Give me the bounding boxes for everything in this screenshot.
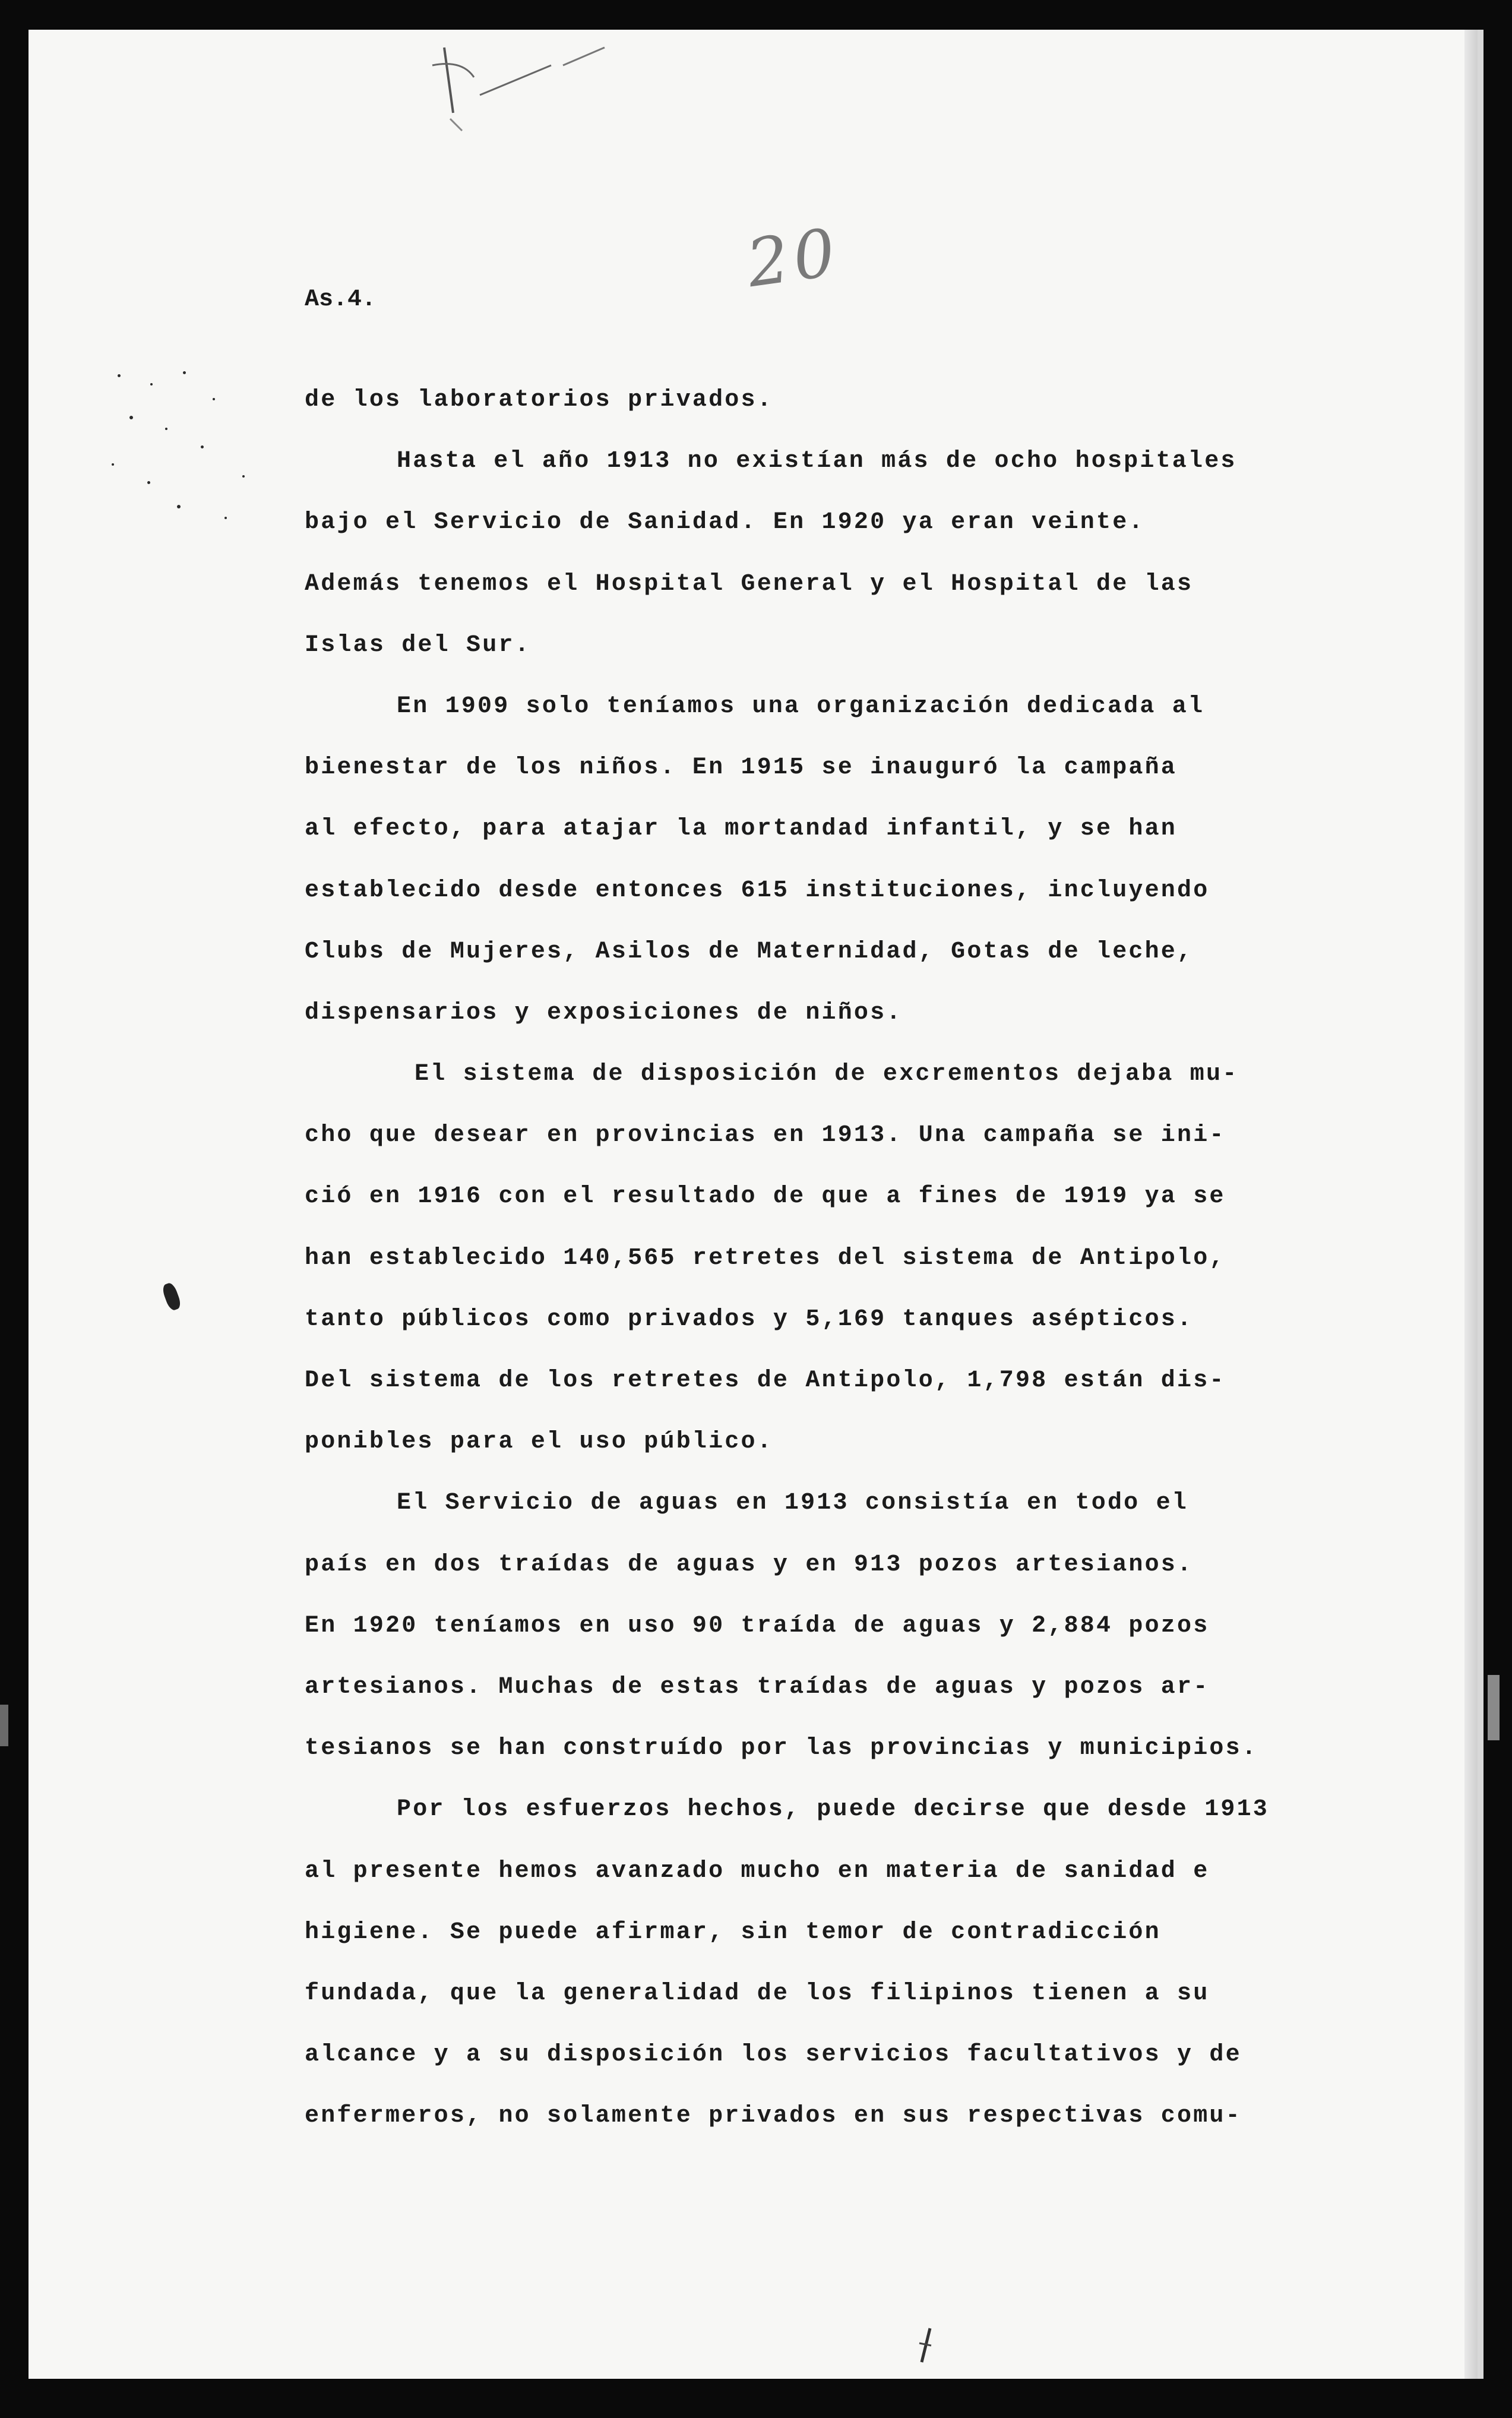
text-line: En 1909 solo teníamos una organización dedicada al xyxy=(397,693,1205,720)
text-line: bajo el Servicio de Sanidad. En 1920 ya eran veinte. xyxy=(305,509,1145,536)
text-line: En 1920 teníamos en uso 90 traída de aguas y 2,884 pozos xyxy=(305,1612,1210,1639)
paper-edge-shadow xyxy=(1464,30,1478,2379)
text-line: al efecto, para atajar la mortandad infantil, y se han xyxy=(305,816,1178,843)
typed-body-text xyxy=(305,369,1362,2147)
text-line: país en dos traídas de aguas y en 913 pozos artesianos. xyxy=(305,1551,1194,1578)
document-page xyxy=(29,30,1483,2379)
text-line: Por los esfuerzos hechos, puede decirse que desde 1913 xyxy=(397,1796,1270,1823)
text-line: El sistema de disposición de excrementos dejaba mu- xyxy=(415,1061,1239,1088)
pencil-scribble-mark xyxy=(409,42,634,137)
text-line: El Servicio de aguas en 1913 consistía en todo el xyxy=(397,1490,1188,1517)
text-line: tesianos se han construído por las provincias y municipios. xyxy=(305,1735,1258,1762)
text-line: Del sistema de los retretes de Antipolo, 1,798 están dis- xyxy=(305,1367,1226,1394)
text-line: ció en 1916 con el resultado de que a fines de 1919 ya se xyxy=(305,1183,1226,1210)
text-line: cho que desear en provincias en 1913. Una campaña se ini- xyxy=(305,1122,1226,1149)
pencil-tick-mark xyxy=(913,2325,937,2367)
handwritten-page-number: 20 xyxy=(742,213,845,302)
text-line: Hasta el año 1913 no existían más de ocho hospitales xyxy=(397,448,1237,475)
binding-tab-left xyxy=(0,1705,8,1746)
text-line: tanto públicos como privados y 5,169 tanques asépticos. xyxy=(305,1306,1194,1333)
text-line: han establecido 140,565 retretes del sistema de Antipolo, xyxy=(305,1244,1226,1272)
text-line: de los laboratorios privados. xyxy=(305,387,773,413)
text-line: dispensarios y exposiciones de niños. xyxy=(305,999,903,1026)
text-line: Clubs de Mujeres, Asilos de Maternidad, Gotas de leche, xyxy=(305,938,1194,965)
binding-tab-right xyxy=(1488,1675,1500,1740)
text-line: Islas del Sur. xyxy=(305,631,531,659)
text-line: alcance y a su disposición los servicios facultativos y de xyxy=(305,2041,1242,2069)
text-line: higiene. Se puede afirmar, sin temor de contradicción xyxy=(305,1918,1161,1946)
text-line: Además tenemos el Hospital General y el Hospital de las xyxy=(305,570,1194,598)
text-line: enfermeros, no solamente privados en sus respectivas comu- xyxy=(305,2103,1242,2130)
text-line: establecido desde entonces 615 instituciones, incluyendo xyxy=(305,877,1210,904)
text-line: bienestar de los niños. En 1915 se inauguró la campaña xyxy=(305,754,1178,782)
text-line: fundada, que la generalidad de los filipinos tienen a su xyxy=(305,1980,1210,2007)
ink-blot xyxy=(161,1282,182,1312)
page-reference: As.4. xyxy=(305,286,377,313)
text-line: ponibles para el uso público. xyxy=(305,1428,773,1456)
scan-noise-specks xyxy=(94,362,331,541)
text-line: al presente hemos avanzado mucho en materia de sanidad e xyxy=(305,1857,1210,1885)
text-line: artesianos. Muchas de estas traídas de aguas y pozos ar- xyxy=(305,1673,1210,1700)
